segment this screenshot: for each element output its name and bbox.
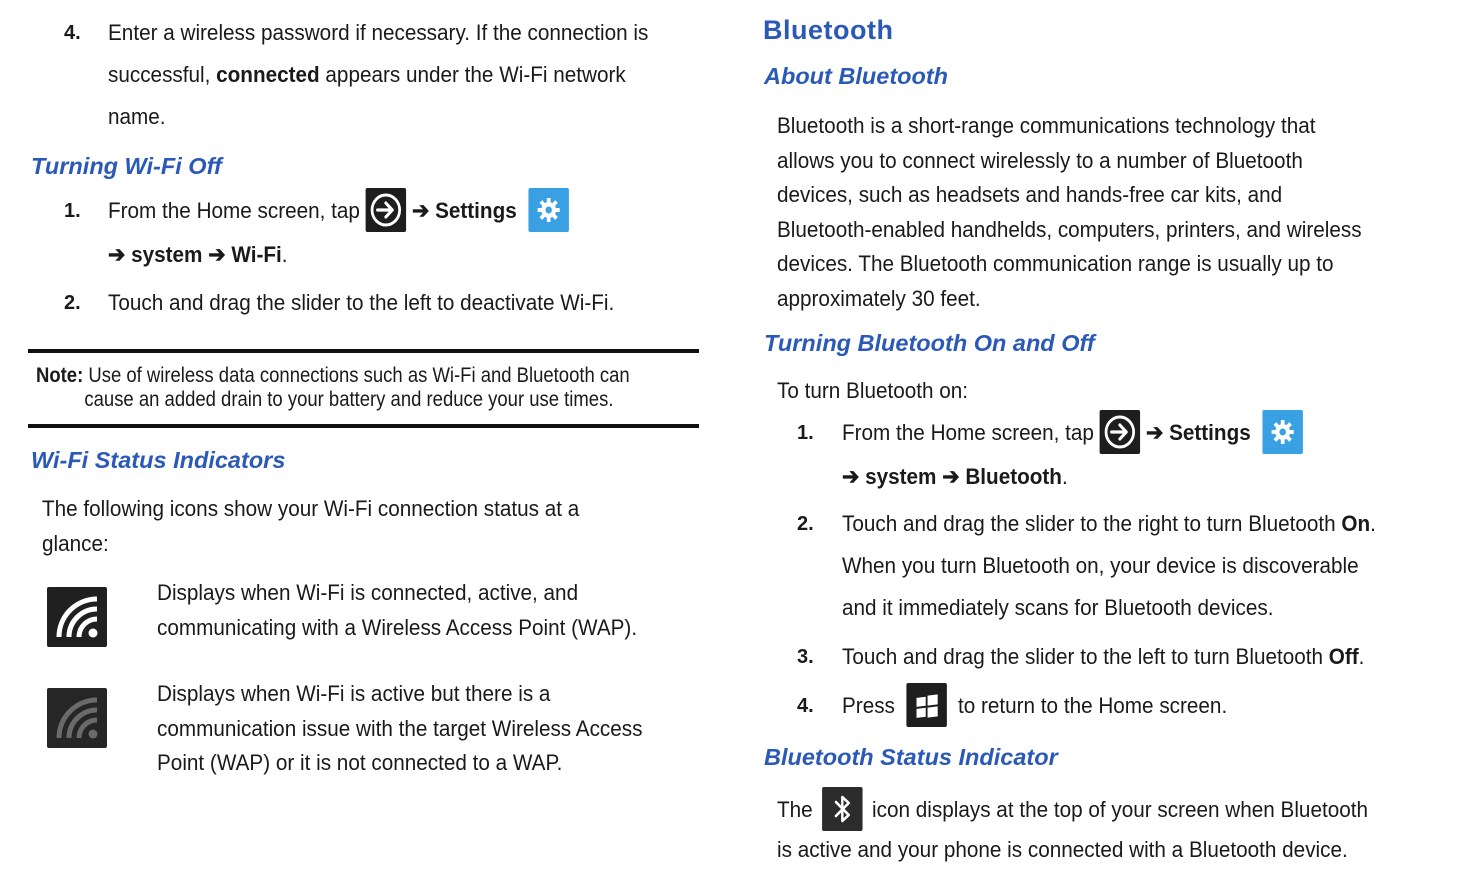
bluetooth-status-heading: Bluetooth Status Indicator [764, 744, 1058, 770]
text: icon displays at the top of your screen when Bluetooth [872, 796, 1368, 822]
bluetooth-step-3 [797, 636, 1447, 678]
step-line: and it immediately scans for Bluetooth devices. [842, 595, 1274, 620]
step-line [108, 190, 569, 234]
step-line [108, 54, 648, 96]
note-top-rule [28, 349, 699, 353]
text-line [777, 789, 1368, 833]
note-bottom-rule [28, 424, 699, 428]
text-line: Point (WAP) or it is not connected to a WAP. [157, 750, 563, 775]
connected-keyword: connected [216, 62, 320, 87]
settings-label: Settings [435, 198, 517, 223]
step-line [842, 456, 1303, 498]
bluetooth-onoff-heading: Turning Bluetooth On and Off [764, 330, 1095, 356]
wifi-issue-icon [47, 688, 107, 748]
step-line: name. [108, 104, 166, 129]
text-line: The following icons show your Wi-Fi connection status at a [42, 496, 580, 521]
wifi-off-heading: Turning Wi-Fi Off [31, 153, 222, 179]
bluetooth-onoff-intro: To turn Bluetooth on: [777, 378, 969, 403]
settings-gear-icon [1262, 410, 1302, 454]
bluetooth-step-2 [797, 503, 1447, 629]
text: . [281, 242, 288, 268]
step-number: 3. [797, 646, 814, 668]
about-bluetooth-heading: About Bluetooth [764, 63, 949, 89]
text: . [1358, 644, 1365, 669]
arrow-circle-icon [366, 188, 406, 232]
note-line [36, 364, 630, 387]
wifi-status-heading: Wi-Fi Status Indicators [31, 447, 286, 473]
arrow-symbol: ➔ [108, 242, 126, 268]
arrow-symbol: ➔ [942, 464, 960, 490]
step-body: Touch and drag the slider to the left to deactivate Wi-Fi. [108, 290, 615, 315]
step-line [842, 503, 1376, 545]
step-number: 2. [797, 513, 814, 535]
bluetooth-step-1 [797, 412, 1447, 502]
text-line: approximately 30 feet. [777, 285, 981, 311]
text-line: devices, such as headsets and hands-free car kits, and [777, 182, 1283, 207]
text-line: Displays when Wi-Fi is connected, active, and [157, 580, 579, 605]
step-body [842, 685, 1227, 729]
system-label: system [865, 464, 937, 490]
step-line: When you turn Bluetooth on, your device is discoverable [842, 553, 1359, 578]
text-line: devices. The Bluetooth communication range is usually up to [777, 251, 1334, 276]
text: successful, [108, 62, 217, 87]
text: appears under the Wi-Fi network [319, 62, 626, 87]
bluetooth-label: Bluetooth [965, 464, 1062, 490]
text: . [1370, 511, 1376, 536]
text: From the Home screen, tap [108, 198, 360, 223]
text-line: Bluetooth-enabled handhelds, computers, printers, and wireless [777, 216, 1362, 242]
step-number: 4. [64, 22, 81, 44]
arrow-symbol: ➔ [842, 464, 860, 490]
on-keyword: On [1341, 511, 1371, 536]
text: to return to the Home screen. [957, 693, 1228, 718]
text-line: communication issue with the target Wireless Access [157, 715, 643, 741]
bluetooth-step-4 [797, 685, 1447, 729]
text-line: is active and your phone is connected with a Bluetooth device. [777, 837, 1348, 862]
settings-gear-icon [528, 188, 568, 232]
text-line: Displays when Wi-Fi is active but there is a [157, 681, 551, 706]
text: Touch and drag the slider to the left to turn Bluetooth [842, 644, 1329, 669]
text-line: glance: [42, 530, 109, 556]
wifi-off-step-2 [64, 282, 704, 324]
bluetooth-icon [822, 787, 862, 831]
about-bluetooth-paragraph [777, 109, 1362, 316]
wifi-connected-icon [47, 587, 107, 647]
text: The [777, 796, 813, 822]
wifi-off-step-1 [64, 190, 704, 280]
step-line [108, 234, 569, 276]
text: From the Home screen, tap [842, 420, 1094, 445]
wifi-connect-step-4 [64, 12, 704, 138]
system-label: system [131, 242, 203, 268]
text-line: Bluetooth is a short-range communications technology that [777, 113, 1316, 138]
text: Use of wireless data connections such as Wi-Fi and Bluetooth can [83, 364, 630, 387]
settings-label: Settings [1169, 420, 1251, 445]
text: . [1061, 464, 1068, 490]
note-label: Note: [36, 364, 84, 387]
text-line: communicating with a Wireless Access Point (WAP). [157, 614, 638, 640]
step-body [842, 412, 1303, 498]
step-number: 2. [64, 292, 81, 314]
wifi-connected-description [157, 576, 637, 645]
text: Touch and drag the slider to the right to turn Bluetooth [842, 511, 1342, 536]
step-line [842, 412, 1303, 456]
windows-start-icon [906, 683, 946, 727]
wifi-issue-description [157, 677, 643, 781]
bluetooth-title: Bluetooth [763, 15, 894, 45]
step-body [108, 190, 569, 276]
arrow-symbol: ➔ [411, 198, 430, 223]
note-box [36, 364, 630, 412]
off-keyword: Off [1328, 644, 1359, 669]
step-number: 1. [797, 422, 814, 444]
arrow-symbol: ➔ [1145, 420, 1164, 445]
wifi-label: Wi-Fi [231, 242, 282, 268]
wifi-status-intro [42, 492, 579, 561]
step-number: 4. [797, 695, 814, 717]
step-body [842, 503, 1376, 629]
bluetooth-status-paragraph [777, 789, 1368, 868]
step-body [842, 636, 1364, 678]
arrow-circle-icon [1100, 410, 1140, 454]
arrow-symbol: ➔ [208, 242, 226, 268]
text: Press [842, 693, 895, 718]
step-body [108, 12, 648, 138]
note-line: cause an added drain to your battery and reduce your use times. [84, 388, 614, 411]
step-number: 1. [64, 200, 81, 222]
step-line: Enter a wireless password if necessary. If the connection is [108, 20, 649, 45]
text-line: allows you to connect wirelessly to a number of Bluetooth [777, 147, 1303, 173]
